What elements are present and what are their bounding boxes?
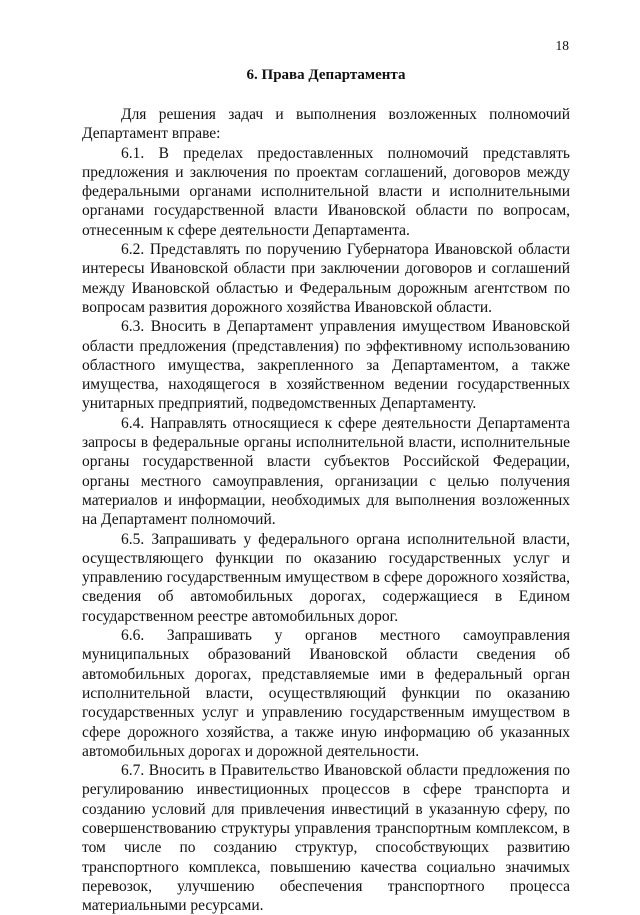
paragraph-6-7: 6.7. Вносить в Правительство Ивановской области предложения по регулированию инвестиционных процессов в сфере транспорта и созданию условий для привлечения инвестиций в указанную сферу, по совершенствованию структуры управления транспортным комплексом, в том числе по созданию структур, способствующих развитию транспортного комплекса, повышению качества социально значимых перевозок, улучшению обеспечения транспортного процесса материальными ресурсами. <box>82 762 570 915</box>
page-content <box>82 66 570 915</box>
paragraph-intro: Для решения задач и выполнения возложенных полномочий Департамент вправе: <box>82 106 570 143</box>
paragraph-6-2: 6.2. Представлять по поручению Губернатора Ивановской области интересы Ивановской области при заключении договоров и соглашений между Ивановской областью и Федеральным дорожным агентством по вопросам развития дорожного хозяйства Ивановской области. <box>82 241 570 316</box>
paragraph-6-6: 6.6. Запрашивать у органов местного самоуправления муниципальных образований Ивановской области сведения об автомобильных дорогах, представляемые ими в федеральный орган исполнительной власти, осуществляющий функции по оказанию государственных услуг и управлению государственным имуществом в сфере дорожного хозяйства, а также иную информацию об указанных автомобильных дорогах и дорожной деятельности. <box>82 627 570 760</box>
page-number: 18 <box>555 38 569 53</box>
paragraph-6-5: 6.5. Запрашивать у федерального органа исполнительной власти, осуществляющего функции по оказанию государственных услуг и управлению государственным имуществом в сфере дорожного хозяйства, сведения об автомобильных дорогах, содержащиеся в Едином государственном реестре автомобильных дорог. <box>82 530 570 625</box>
section-title: 6. Права Департамента <box>246 67 406 83</box>
paragraph-6-4: 6.4. Направлять относящиеся к сфере деятельности Департамента запросы в федеральные органы исполнительной власти, исполнительные органы государственной власти субъектов Российской Федерации, органы местного самоуправления, организации с целью получения материалов и информации, необходимых для выполнения возложенных на Департамент полномочий. <box>82 414 570 529</box>
paragraph-6-3: 6.3. Вносить в Департамент управления имуществом Ивановской области предложения (представления) по эффективному использованию областного имущества, закрепленного за Департаментом, а также имущества, находящегося в хозяйственном ведении государственных унитарных предприятий, подведомственных Департаменту. <box>82 318 570 413</box>
paragraph-6-1: 6.1. В пределах предоставленных полномочий представлять предложения и заключения по проектам соглашений, договоров между федеральными органами исполнительной власти и исполнительными органами государственной власти Ивановской области по вопросам, отнесенным к сфере деятельности Департамента. <box>82 144 570 239</box>
